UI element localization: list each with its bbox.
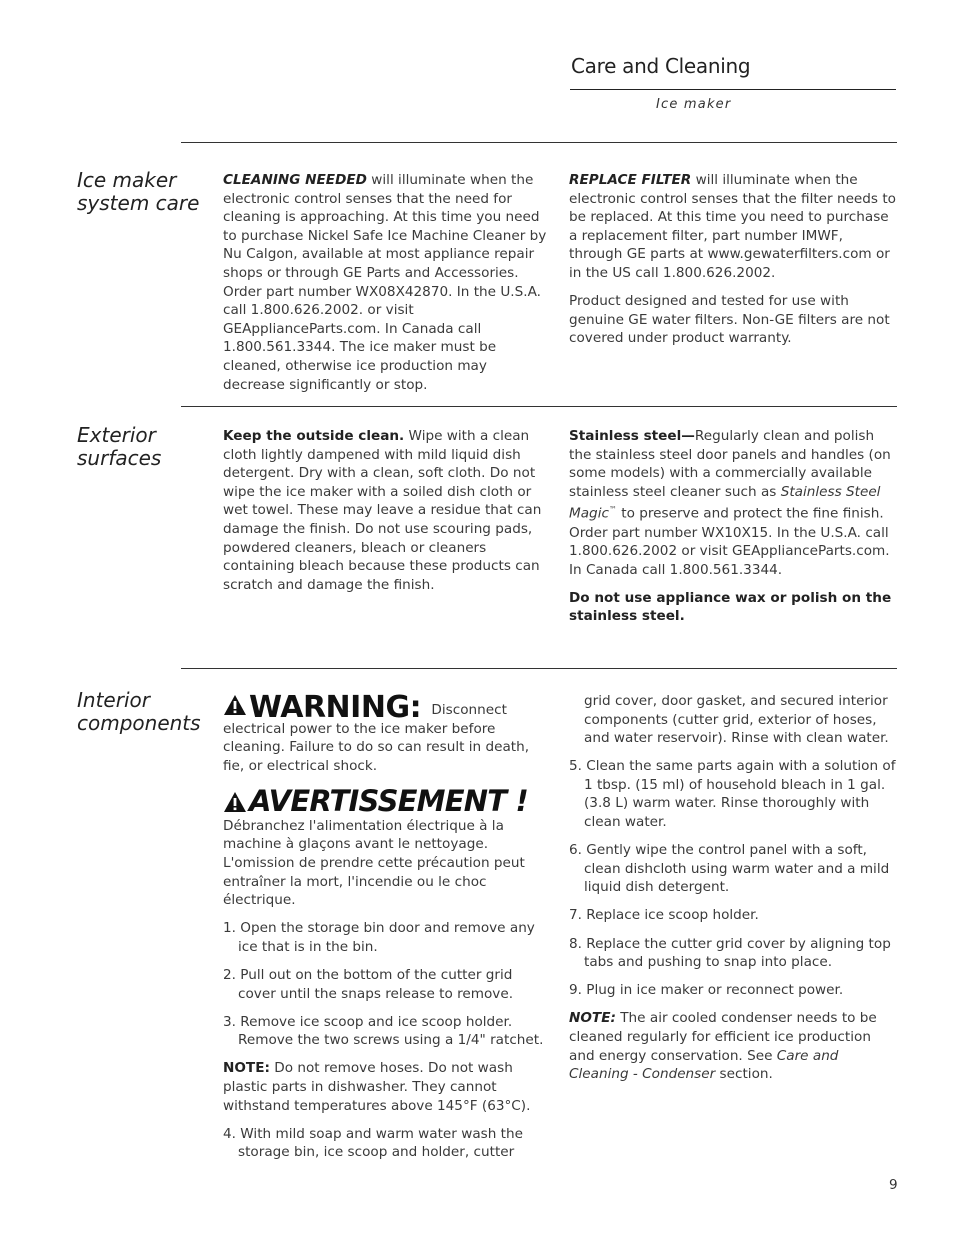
stainless-steel-text-cont: to preserve and protect the fine finish. Order part number WX10X15. In the U.S.A. call 1.800.626.2002 or visit GEApplianceParts.com. In Canada call 1.800.561.3344. (569, 505, 890, 578)
filter-warranty-text: Product designed and tested for use with genuine GE water filters. Non-GE filters are not covered under product warranty. (569, 293, 890, 347)
note-text-end: section. (715, 1066, 773, 1083)
warning-block (223, 690, 553, 775)
section-divider (181, 406, 897, 407)
replace-filter-text: will illuminate when the electronic control senses that the filter needs to be replaced. At this time you need to purchase a replacement filter, part number IMWF, through GE parts at www.gewaterfilters.com or in the US call 1.800.626.2002. (569, 172, 896, 281)
cleaning-steps-list-a (223, 919, 553, 1050)
list-item: 6. Gently wipe the control panel with a soft, clean dishcloth using warm water and a mild liquid dish detergent. (569, 842, 890, 896)
avertissement-block (223, 785, 553, 910)
avertissement-heading: AVERTISSEMENT ! (249, 783, 528, 818)
note-label: NOTE: (569, 1010, 616, 1027)
stainless-steel-magic-product: Stainless Steel Magic (569, 483, 881, 522)
stainless-steel-text: Regularly clean and polish the stainless steel door panels and handles (on some models) with a commercially available stainless steel cleaner such as (569, 428, 891, 500)
trademark-symbol: ™ (608, 505, 617, 515)
no-wax-warning: Do not use appliance wax or polish on the stainless steel. (569, 589, 892, 625)
list-item: 3. Remove ice scoop and ice scoop holder. Remove the two screws using a 1/4" ratchet. (223, 1013, 544, 1049)
warning-heading: WARNING: (249, 690, 422, 725)
condenser-section-reference: Care and Cleaning - Condenser (569, 1047, 839, 1083)
cleaning-steps-list-b (569, 757, 897, 1000)
list-item: 2. Pull out on the bottom of the cutter grid cover until the snaps release to remove. (223, 967, 514, 1002)
section-divider (181, 142, 897, 143)
page-header-title: Care and Cleaning (571, 54, 751, 78)
note-text: Do not remove hoses. Do not wash plastic parts in dishwasher. They cannot withstand temperatures above 145°F (63°C). (223, 1060, 531, 1114)
warning-text: Disconnect electrical power to the ice maker before cleaning. Failure to do so can result in death, fie, or electrical shock. (223, 702, 530, 774)
exterior-left-column (223, 427, 553, 604)
avertissement-text: Débranchez l'alimentation électrique à la machine à glaçons avant le nettoyage. L'omission de prendre cette précaution peut entraîner la mort, l'incendie ou le choc électrique. (223, 817, 525, 909)
ice-maker-left-column (223, 171, 553, 404)
interior-right-column (569, 692, 897, 1093)
exterior-right-column (569, 427, 897, 635)
replace-filter-label: REPLACE FILTER (569, 172, 692, 188)
list-item: 8. Replace the cutter grid cover by aligning top tabs and pushing to snap into place. (569, 935, 891, 971)
list-item: 4. With mild soap and warm water wash the storage bin, ice scoop and holder, cutter (223, 1125, 523, 1161)
keep-clean-text: Wipe with a clean cloth lightly dampened with mild liquid dish detergent. Dry with a clean, soft cloth. Do not wipe the ice maker with a soiled dish cloth or wet towel. These may leave a residue that can damage the finish. Do not use scouring pads, powdered cleaners, bleach or cleaners containing bleach because these products can scratch and damage the finish. (223, 428, 542, 593)
ice-maker-right-column (569, 171, 897, 357)
list-item: 1. Open the storage bin door and remove any ice that is in the bin. (223, 920, 535, 955)
note-text: The air cooled condenser needs to be cleaned regularly for efficient ice production and energy conservation. See (569, 1010, 877, 1064)
warning-triangle-icon (223, 694, 247, 716)
cleaning-needed-text: will illuminate when the electronic control senses that the need for cleaning is approaching. At this time you need to purchase Nickel Safe Ice Machine Cleaner by Nu Calgon, available at most appliance repair shops or through GE Parts and Accessories. Order part number WX08X42870. In the U.S.A. call 1.800.626.2002. or visit GEApplianceParts.com. In Canada call 1.800.561.3344. The ice maker must be cleaned, otherwise ice production may decrease significantly or stop. (223, 172, 547, 393)
section-title-ice-maker: Ice maker system care (77, 168, 200, 215)
list-item: 7. Replace ice scoop holder. (569, 907, 759, 924)
page-number: 9 (889, 1177, 898, 1193)
list-item: 9. Plug in ice maker or reconnect power. (569, 982, 844, 999)
header-divider (570, 89, 896, 90)
section-divider (181, 668, 897, 669)
note-label: NOTE: (223, 1060, 270, 1077)
step4-continuation: grid cover, door gasket, and secured interior components (cutter grid, exterior of hoses, and water reservoir). Rinse with clean water. (584, 693, 889, 747)
list-item: 5. Clean the same parts again with a solution of 1 tbsp. (15 ml) of household bleach in 1 gal. (3.8 L) warm water. Rinse thoroughly with clean water. (569, 758, 896, 831)
cleaning-steps-list-step4 (223, 1125, 553, 1162)
warning-triangle-icon (223, 791, 247, 813)
cleaning-needed-label: CLEANING NEEDED (223, 172, 367, 188)
stainless-steel-label: Stainless steel— (569, 428, 695, 444)
section-title-exterior: Exterior surfaces (77, 423, 162, 470)
page-header-subtitle: Ice maker (656, 97, 732, 112)
section-title-interior: Interior components (77, 688, 201, 735)
interior-left-column (223, 690, 553, 1171)
keep-clean-label: Keep the outside clean. (223, 428, 405, 444)
